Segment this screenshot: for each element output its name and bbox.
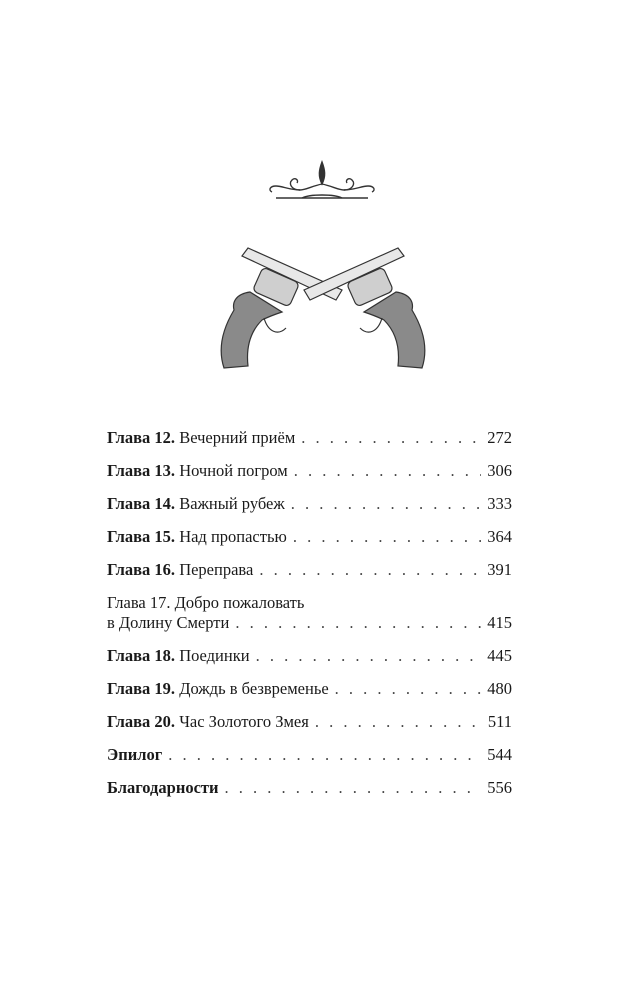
page-number: 480 [487,679,512,698]
leader-dots [293,527,481,547]
page-number: 445 [487,646,512,665]
toc-entry[interactable] [107,494,512,514]
chapter-title: Поединки [179,646,250,665]
leader-dots [259,560,481,580]
toc-entry[interactable] [107,428,512,448]
leader-dots [291,494,481,514]
toc-entry[interactable] [107,560,512,580]
chapter-title-line2: в Долину Смерти [107,613,230,632]
chapter-number: Глава 17. [107,593,171,612]
chapter-title: Важный рубеж [179,494,285,513]
section-title: Эпилог [107,745,163,764]
page-number: 511 [487,712,512,731]
section-title: Благодарности [107,778,219,797]
chapter-title: Над пропастью [179,527,287,546]
toc-entry[interactable] [107,778,512,798]
chapter-title: Ночной погром [179,461,288,480]
page-number: 415 [487,613,512,632]
toc-entry[interactable] [107,679,512,699]
toc-entry[interactable] [107,593,512,633]
chapter-number: Глава 19. [107,679,176,698]
chapter-title-line1 [107,593,304,612]
flourish-ornament-icon [262,156,382,206]
chapter-title: Дождь в безвременье [179,679,329,698]
chapter-number: Глава 12. [107,428,176,447]
page-number: 333 [487,494,512,513]
leader-dots [225,778,482,798]
toc-entry[interactable] [107,461,512,481]
leader-dots [235,613,481,633]
page-number: 306 [487,461,512,480]
page-number: 556 [487,778,512,797]
chapter-number: Глава 13. [107,461,176,480]
leader-dots [335,679,482,699]
chapter-title: Добро пожаловать [174,593,305,612]
crossed-revolvers-icon [212,240,434,380]
leader-dots [168,745,481,765]
page-number: 391 [487,560,512,579]
chapter-number: Глава 20. [107,712,176,731]
chapter-number: Глава 15. [107,527,176,546]
toc-entry[interactable] [107,646,512,666]
leader-dots [301,428,481,448]
toc-entry[interactable] [107,712,512,732]
chapter-number: Глава 14. [107,494,176,513]
page-number: 272 [487,428,512,447]
chapter-number: Глава 16. [107,560,176,579]
chapter-title: Час Золотого Змея [179,712,309,731]
chapter-title: Переправа [179,560,254,579]
page-number: 364 [487,527,512,546]
page-number: 544 [487,745,512,764]
chapter-number: Глава 18. [107,646,176,665]
leader-dots [315,712,482,732]
leader-dots [294,461,482,481]
table-of-contents [107,428,512,811]
leader-dots [256,646,482,666]
toc-entry[interactable] [107,745,512,765]
chapter-title: Вечерний приём [179,428,296,447]
toc-entry[interactable] [107,527,512,547]
